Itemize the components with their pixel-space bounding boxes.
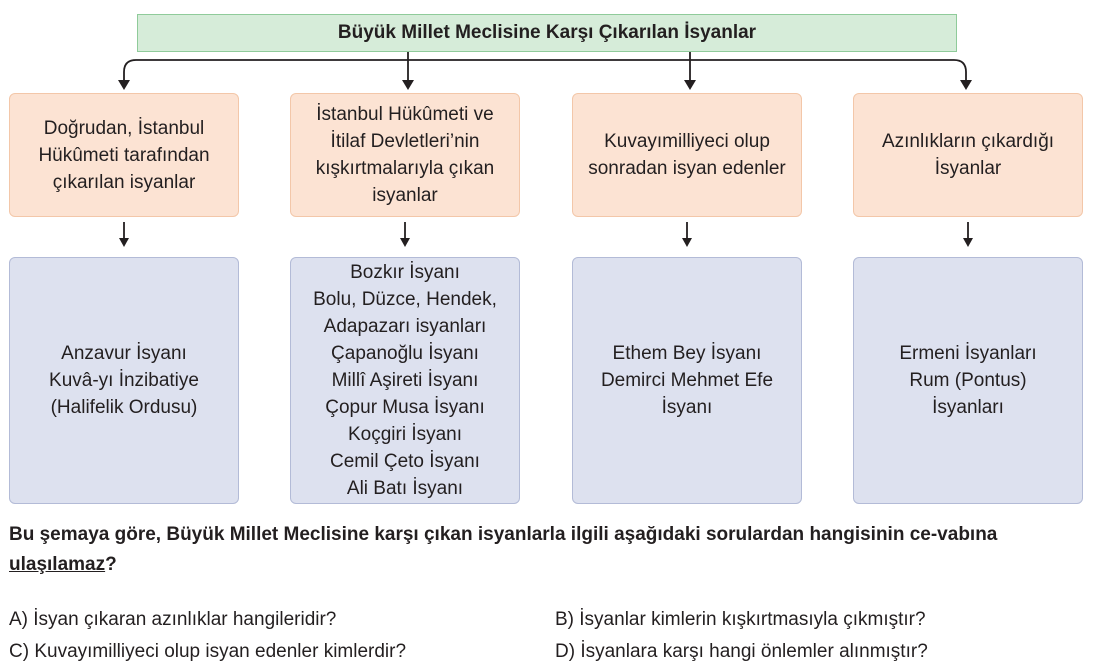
- uprising-list-1: [9, 257, 239, 504]
- uprising-item: Bozkır İsyanı: [350, 262, 460, 283]
- arrowhead-8: [963, 238, 973, 247]
- question-stem: Bu şemaya göre, Büyük Millet Meclisine karşı çıkan isyanlarla ilgili aşağıdaki sorulardan hangisinin ce-vabına: [9, 524, 998, 545]
- category-box-3: Kuvayımilliyeci olup sonradan isyan edenler: [572, 93, 802, 217]
- uprising-list-2: [290, 257, 520, 504]
- uprising-item: Adapazarı isyanları: [323, 316, 487, 337]
- uprising-item: İsyanı: [661, 397, 713, 418]
- question-emphasis: ulaşılamaz: [9, 554, 106, 575]
- uprising-item: Ethem Bey İsyanı: [612, 343, 762, 364]
- uprising-list-3: [572, 257, 802, 504]
- arrowhead-5: [119, 238, 129, 247]
- arrowhead-7: [682, 238, 692, 247]
- uprising-item: Cemil Çeto İsyanı: [330, 451, 480, 472]
- question-end: ?: [105, 554, 117, 575]
- uprising-item: (Halifelik Ordusu): [50, 397, 198, 418]
- question-text: [9, 520, 1104, 580]
- uprising-item: Çopur Musa İsyanı: [325, 397, 485, 418]
- diagram-title: Büyük Millet Meclisine Karşı Çıkarılan İsyanlar: [137, 14, 957, 52]
- arrowhead-1: [118, 80, 130, 90]
- option-c[interactable]: C) Kuvayımilliyeci olup isyan edenler kimlerdir?: [9, 641, 407, 662]
- arrowhead-3: [684, 80, 696, 90]
- arrowhead-2: [402, 80, 414, 90]
- uprising-item: Rum (Pontus): [909, 370, 1027, 391]
- option-a[interactable]: A) İsyan çıkaran azınlıklar hangileridir?: [9, 609, 337, 630]
- uprising-list-4: [853, 257, 1083, 504]
- category-box-1: Doğrudan, İstanbul Hükûmeti tarafından çıkarılan isyanlar: [9, 93, 239, 217]
- uprising-item: Kuvâ-yı İnzibatiye: [49, 370, 199, 391]
- uprising-item: Demirci Mehmet Efe: [600, 370, 774, 391]
- category-box-4: Azınlıkların çıkardığı İsyanlar: [853, 93, 1083, 217]
- uprising-item: Millî Aşireti İsyanı: [331, 370, 479, 391]
- arrowhead-4: [960, 80, 972, 90]
- uprising-item: Koçgiri İsyanı: [347, 424, 463, 445]
- uprising-item: Ali Batı İsyanı: [346, 478, 464, 499]
- option-b[interactable]: B) İsyanlar kimlerin kışkırtmasıyla çıkmıştır?: [555, 609, 926, 630]
- uprising-item: Çapanoğlu İsyanı: [331, 343, 479, 364]
- option-d[interactable]: D) İsyanlara karşı hangi önlemler alınmıştır?: [555, 641, 928, 662]
- uprising-item: Bolu, Düzce, Hendek,: [313, 289, 497, 310]
- connector-bar: [124, 60, 966, 82]
- uprising-item: Anzavur İsyanı: [61, 343, 187, 364]
- uprising-item: İsyanları: [932, 397, 1004, 418]
- category-box-2: İstanbul Hükûmeti ve İtilaf Devletleri’nin kışkırtmalarıyla çıkan isyanlar: [290, 93, 520, 217]
- arrowhead-6: [400, 238, 410, 247]
- uprising-item: Ermeni İsyanları: [899, 343, 1037, 364]
